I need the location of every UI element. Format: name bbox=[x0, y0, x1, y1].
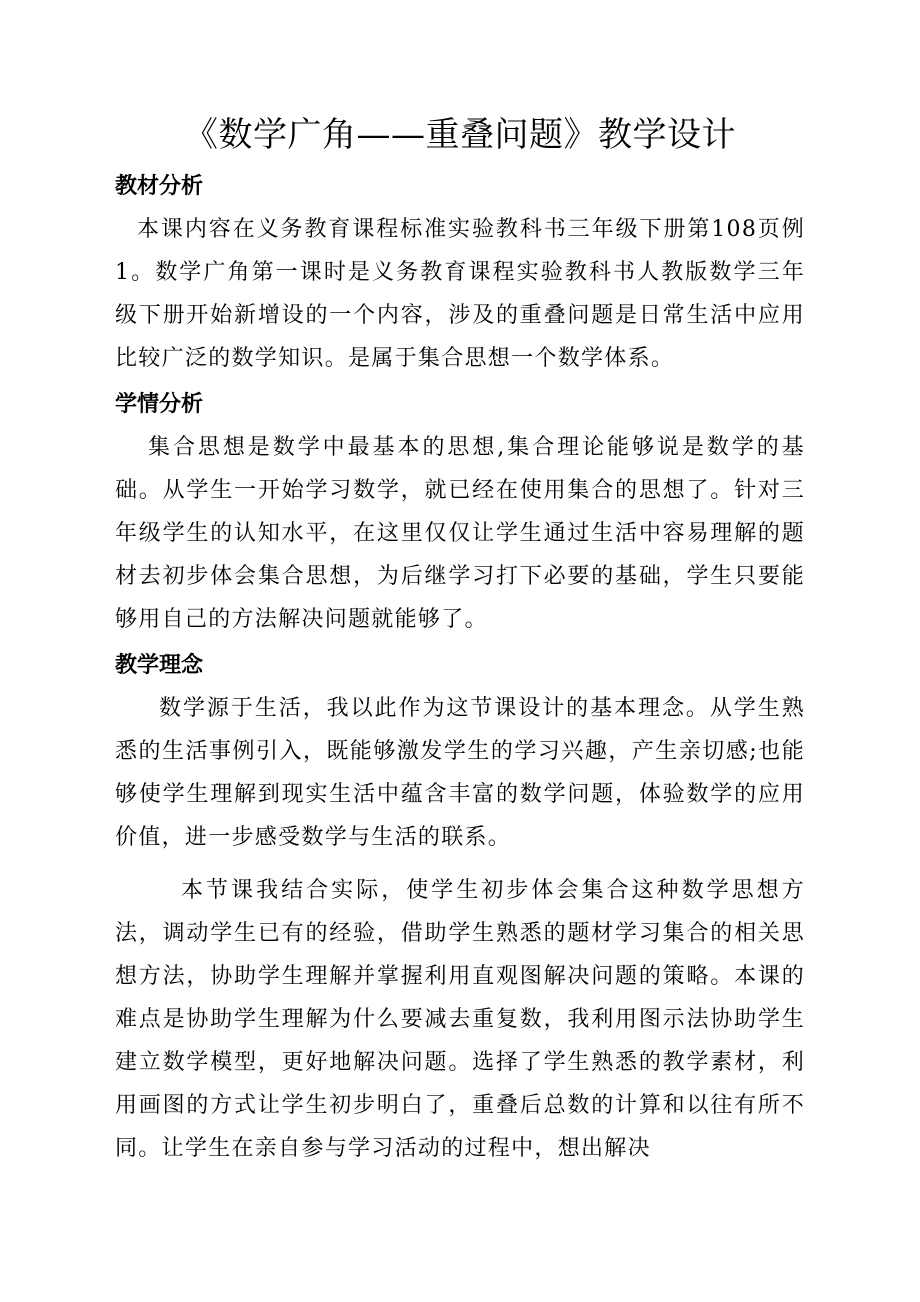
section-heading: 教学理念 bbox=[115, 653, 204, 678]
section-paragraph: 数学源于生活，我以此作为这节课设计的基本理念。从学生熟悉的生活事例引入，既能够激发学生的学习兴趣，产生亲切感;也能够使学生理解到现实生活中蕴含丰富的数学问题，体验数学的应用价值，进一步感受数学与生活的联系。 bbox=[115, 696, 805, 850]
section-student-analysis bbox=[115, 384, 805, 641]
section-textbook-analysis bbox=[115, 166, 805, 380]
section-paragraph: 本节课我结合实际，使学生初步体会集合这种数学思想方法，调动学生已有的经验，借助学生熟悉的题材学习集合的相关思想方法，协助学生理解并掌握利用直观图解决问题的策略。本课的难点是协助学生理解为什么要减去重复数，我利用图示法协助学生建立数学模型，更好地解决问题。选择了学生熟悉的教学素材，利用画图的方式让学生初步明白了，重叠后总数的计算和以往有所不同。让学生在亲自参与学习活动的过程中，想出解决 bbox=[115, 878, 805, 1161]
section-teaching-philosophy bbox=[115, 645, 805, 1170]
section-paragraph: 集合思想是数学中最基本的思想,集合理论能够说是数学的基础。从学生一开始学习数学，就已经在使用集合的思想了。针对三年级学生的认知水平，在这里仅仅让学生通过生活中容易理解的题材去初步体会集合思想，为后继学习打下必要的基础，学生只要能够用自己的方法解决问题就能够了。 bbox=[115, 435, 805, 632]
section-paragraph: 本课内容在义务教育课程标准实验教科书三年级下册第108页例1。数学广角第一课时是义务教育课程实验教科书人教版数学三年级下册开始新增设的一个内容，涉及的重叠问题是日常生活中应用比较广泛的数学知识。是属于集合思想一个数学体系。 bbox=[115, 217, 805, 371]
document-content bbox=[115, 112, 805, 1174]
section-heading: 教材分析 bbox=[115, 174, 204, 199]
document-title: 《数学广角——重叠问题》教学设计 bbox=[184, 115, 736, 155]
section-heading: 学情分析 bbox=[115, 392, 204, 417]
